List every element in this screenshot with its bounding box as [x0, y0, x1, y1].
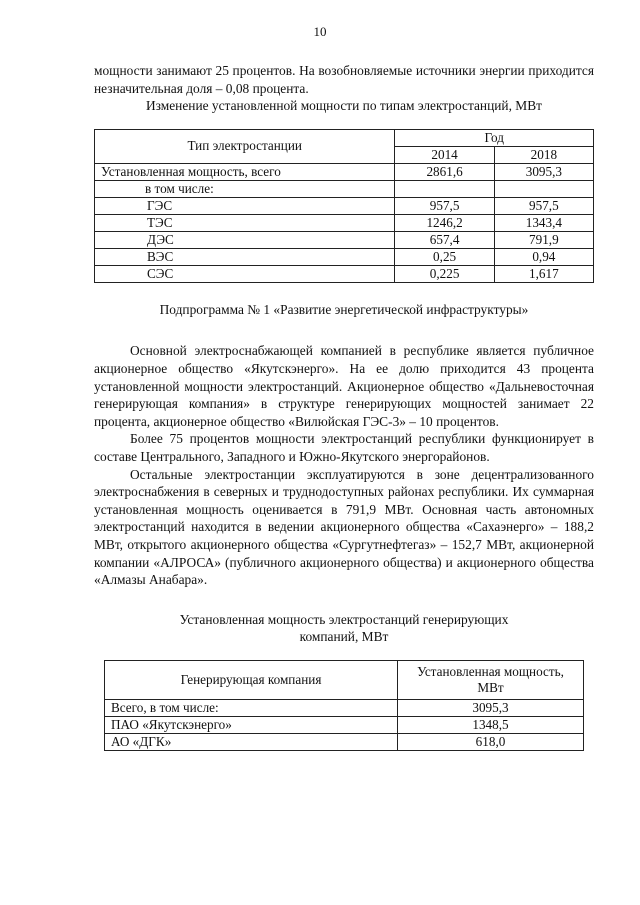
table-row: [95, 265, 594, 282]
header-company: Генерирующая компания: [105, 660, 398, 699]
total-label: Установленная мощность, всего: [95, 163, 395, 180]
subprogram-title: Подпрограмма № 1 «Развитие энергетической инфраструктуры»: [159, 301, 529, 317]
station-type: ТЭС: [95, 214, 395, 231]
table-row: [105, 699, 584, 716]
subheading: в том числе:: [95, 180, 395, 197]
body-paragraph: Основной электроснабжающей компанией в республике является публичное акционерное общество «Якутскэнерго». На ее долю приходится 43 процента установленной мощности электростанций. Акционерное общество «Дальневосточная генерирующая компания» в структуре генерирующих мощностей занимает 22 процента, акционерное общество «Вилюйская ГЭС-3» – 10 процентов.: [94, 343, 594, 429]
table-row: [95, 248, 594, 265]
table-row: [95, 197, 594, 214]
header-year: Год: [395, 129, 594, 146]
company-capacity-table: [104, 660, 584, 751]
company-name: Всего, в том числе:: [105, 699, 398, 716]
value-2014: 1246,2: [395, 214, 494, 231]
table2-caption-line1: Установленная мощность электростанций генерирующих: [179, 611, 509, 627]
value-2014: 0,225: [395, 265, 494, 282]
table-row: [105, 733, 584, 750]
capacity-by-type-table: [94, 129, 594, 283]
company-name: АО «ДГК»: [105, 733, 398, 750]
value-2014: 0,25: [395, 248, 494, 265]
header-capacity: Установленная мощность, МВт: [398, 660, 584, 699]
header-year-2018: 2018: [494, 146, 593, 163]
header-station-type: Тип электростанции: [95, 129, 395, 163]
table-row: [95, 180, 594, 197]
intro-paragraph: мощности занимают 25 процентов. На возобновляемые источники энергии приходится незначительная доля – 0,08 процента.: [94, 63, 594, 96]
company-capacity: 3095,3: [398, 699, 584, 716]
value-2018: 791,9: [494, 231, 593, 248]
table-header-row: [105, 660, 584, 699]
table-header-row: [95, 129, 594, 146]
total-2018: 3095,3: [494, 163, 593, 180]
value-2018: 1343,4: [494, 214, 593, 231]
company-capacity: 618,0: [398, 733, 584, 750]
table1-caption: Изменение установленной мощности по типам электростанций, МВт: [146, 98, 542, 114]
table-row: [95, 163, 594, 180]
body-paragraph: Остальные электростанции эксплуатируются в зоне децентрализованного электроснабжения в северных и труднодоступных районах республики. Их суммарная установленная мощность оценивается в 791,9 МВт. Основная часть автономных электростанций находится в ведении акционерного общества «Сахаэнерго» – 188,2 МВт, открытого акционерного общества «Сургутнефтегаз» – 152,7 МВт, акционерной компании «АЛРОСА» (публичного акционерного общества) и акционерного общества «Алмазы Анабара».: [94, 466, 594, 588]
value-2018: 1,617: [494, 265, 593, 282]
company-capacity: 1348,5: [398, 716, 584, 733]
value-2014: 657,4: [395, 231, 494, 248]
station-type: ВЭС: [95, 248, 395, 265]
document-body: [94, 62, 594, 751]
station-type: ДЭС: [95, 231, 395, 248]
company-name: ПАО «Якутскэнерго»: [105, 716, 398, 733]
body-paragraph: Более 75 процентов мощности электростанций республики функционирует в составе Центрального, Западного и Южно-Якутского энергорайонов.: [94, 431, 594, 464]
value-2018: 957,5: [494, 197, 593, 214]
value-2014: 957,5: [395, 197, 494, 214]
value-2018: 0,94: [494, 248, 593, 265]
total-2014: 2861,6: [395, 163, 494, 180]
table-row: [95, 231, 594, 248]
header-year-2014: 2014: [395, 146, 494, 163]
table-row: [95, 214, 594, 231]
page-number: 10: [313, 24, 327, 39]
station-type: СЭС: [95, 265, 395, 282]
table-row: [105, 716, 584, 733]
table2-caption-line2: компаний, МВт: [299, 629, 389, 645]
station-type: ГЭС: [95, 197, 395, 214]
